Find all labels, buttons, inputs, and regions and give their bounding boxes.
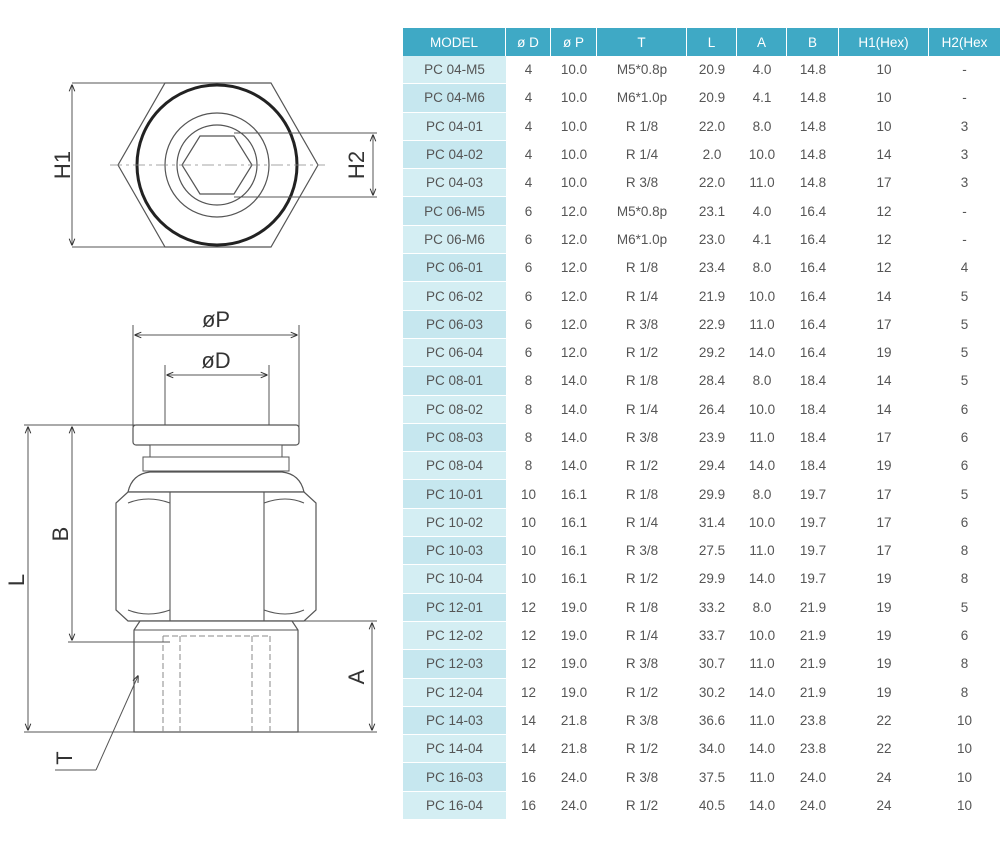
column-header-a: A bbox=[737, 28, 787, 56]
cell-model: PC 06-04 bbox=[403, 339, 506, 367]
cell-model: PC 10-03 bbox=[403, 537, 506, 565]
cell-p: 10.0 bbox=[551, 56, 597, 84]
cell-p: 14.0 bbox=[551, 396, 597, 424]
cell-l: 27.5 bbox=[687, 537, 737, 565]
cell-d: 14 bbox=[506, 735, 551, 763]
cell-h2: 10 bbox=[929, 792, 1000, 820]
cell-model: PC 04-01 bbox=[403, 113, 506, 141]
cell-p: 10.0 bbox=[551, 141, 597, 169]
cell-p: 24.0 bbox=[551, 792, 597, 820]
cell-model: PC 12-01 bbox=[403, 594, 506, 622]
cell-model: PC 12-03 bbox=[403, 650, 506, 678]
cell-a: 11.0 bbox=[737, 763, 787, 791]
cell-model: PC 04-M6 bbox=[403, 84, 506, 112]
cell-b: 19.7 bbox=[787, 509, 839, 537]
table-row bbox=[403, 424, 1000, 452]
cell-t: M5*0.8p bbox=[597, 197, 687, 225]
cell-h1: 17 bbox=[839, 480, 929, 508]
cell-l: 37.5 bbox=[687, 763, 737, 791]
cell-t: R 3/8 bbox=[597, 424, 687, 452]
cell-t: R 1/2 bbox=[597, 735, 687, 763]
cell-l: 20.9 bbox=[687, 84, 737, 112]
table-row bbox=[403, 226, 1000, 254]
cell-h2: 6 bbox=[929, 396, 1000, 424]
cell-d: 10 bbox=[506, 537, 551, 565]
cell-d: 12 bbox=[506, 622, 551, 650]
cell-h2: 8 bbox=[929, 565, 1000, 593]
table-row bbox=[403, 679, 1000, 707]
cell-h2: 6 bbox=[929, 424, 1000, 452]
table-row bbox=[403, 339, 1000, 367]
cell-d: 16 bbox=[506, 763, 551, 791]
table-row bbox=[403, 707, 1000, 735]
table-row bbox=[403, 113, 1000, 141]
cell-a: 11.0 bbox=[737, 169, 787, 197]
cell-l: 23.4 bbox=[687, 254, 737, 282]
cell-d: 10 bbox=[506, 480, 551, 508]
cell-model: PC 08-02 bbox=[403, 396, 506, 424]
cell-h2: 5 bbox=[929, 480, 1000, 508]
cell-h1: 22 bbox=[839, 707, 929, 735]
cell-l: 23.1 bbox=[687, 197, 737, 225]
cell-p: 14.0 bbox=[551, 452, 597, 480]
cell-model: PC 14-03 bbox=[403, 707, 506, 735]
cell-l: 29.9 bbox=[687, 480, 737, 508]
cell-l: 31.4 bbox=[687, 509, 737, 537]
cell-model: PC 08-01 bbox=[403, 367, 506, 395]
cell-model: PC 06-M5 bbox=[403, 197, 506, 225]
cell-l: 28.4 bbox=[687, 367, 737, 395]
cell-h2: 3 bbox=[929, 141, 1000, 169]
cell-d: 14 bbox=[506, 707, 551, 735]
cell-a: 10.0 bbox=[737, 622, 787, 650]
cell-h2: 5 bbox=[929, 594, 1000, 622]
cell-h1: 14 bbox=[839, 396, 929, 424]
cell-b: 14.8 bbox=[787, 84, 839, 112]
table-header-row bbox=[403, 28, 1000, 56]
p-diameter-label: øP bbox=[201, 307, 231, 332]
cell-model: PC 10-01 bbox=[403, 480, 506, 508]
cell-l: 23.0 bbox=[687, 226, 737, 254]
table-body bbox=[403, 56, 1000, 820]
cell-p: 10.0 bbox=[551, 113, 597, 141]
cell-l: 29.2 bbox=[687, 339, 737, 367]
cell-h2: 6 bbox=[929, 622, 1000, 650]
cell-h1: 22 bbox=[839, 735, 929, 763]
cell-a: 8.0 bbox=[737, 254, 787, 282]
cell-h1: 17 bbox=[839, 169, 929, 197]
table-row bbox=[403, 282, 1000, 310]
cell-b: 18.4 bbox=[787, 396, 839, 424]
cell-l: 20.9 bbox=[687, 56, 737, 84]
cell-h1: 17 bbox=[839, 424, 929, 452]
cell-h2: - bbox=[929, 226, 1000, 254]
cell-t: R 1/4 bbox=[597, 622, 687, 650]
cell-t: R 1/4 bbox=[597, 282, 687, 310]
cell-model: PC 10-04 bbox=[403, 565, 506, 593]
cell-d: 6 bbox=[506, 254, 551, 282]
cell-model: PC 06-M6 bbox=[403, 226, 506, 254]
cell-l: 33.2 bbox=[687, 594, 737, 622]
cell-t: R 3/8 bbox=[597, 707, 687, 735]
cell-h1: 19 bbox=[839, 679, 929, 707]
table-row bbox=[403, 594, 1000, 622]
cell-h2: 8 bbox=[929, 679, 1000, 707]
cell-model: PC 08-03 bbox=[403, 424, 506, 452]
cell-h1: 24 bbox=[839, 792, 929, 820]
column-header-l: L bbox=[687, 28, 737, 56]
cell-p: 19.0 bbox=[551, 594, 597, 622]
cell-model: PC 06-03 bbox=[403, 311, 506, 339]
cell-a: 4.1 bbox=[737, 84, 787, 112]
cell-a: 11.0 bbox=[737, 650, 787, 678]
cell-p: 12.0 bbox=[551, 282, 597, 310]
cell-d: 4 bbox=[506, 113, 551, 141]
cell-l: 29.9 bbox=[687, 565, 737, 593]
table-row bbox=[403, 480, 1000, 508]
cell-h1: 14 bbox=[839, 141, 929, 169]
cell-p: 14.0 bbox=[551, 424, 597, 452]
cell-p: 19.0 bbox=[551, 622, 597, 650]
cell-p: 24.0 bbox=[551, 763, 597, 791]
cell-d: 6 bbox=[506, 311, 551, 339]
cell-b: 21.9 bbox=[787, 679, 839, 707]
cell-a: 11.0 bbox=[737, 707, 787, 735]
cell-p: 10.0 bbox=[551, 169, 597, 197]
cell-h1: 17 bbox=[839, 311, 929, 339]
cell-t: R 1/8 bbox=[597, 254, 687, 282]
cell-h2: 5 bbox=[929, 339, 1000, 367]
cell-d: 6 bbox=[506, 339, 551, 367]
cell-t: R 3/8 bbox=[597, 650, 687, 678]
table-row bbox=[403, 792, 1000, 820]
column-header-t: T bbox=[597, 28, 687, 56]
cell-b: 18.4 bbox=[787, 424, 839, 452]
cell-t: R 1/4 bbox=[597, 509, 687, 537]
cell-p: 16.1 bbox=[551, 565, 597, 593]
cell-b: 21.9 bbox=[787, 622, 839, 650]
cell-l: 36.6 bbox=[687, 707, 737, 735]
cell-model: PC 12-04 bbox=[403, 679, 506, 707]
cell-b: 24.0 bbox=[787, 792, 839, 820]
cell-h2: 10 bbox=[929, 763, 1000, 791]
cell-t: R 3/8 bbox=[597, 311, 687, 339]
table-row bbox=[403, 367, 1000, 395]
cell-d: 4 bbox=[506, 56, 551, 84]
cell-h1: 12 bbox=[839, 197, 929, 225]
cell-h2: 10 bbox=[929, 707, 1000, 735]
cell-t: R 1/2 bbox=[597, 339, 687, 367]
cell-p: 12.0 bbox=[551, 197, 597, 225]
cell-p: 12.0 bbox=[551, 226, 597, 254]
cell-a: 8.0 bbox=[737, 594, 787, 622]
table-row bbox=[403, 396, 1000, 424]
cell-model: PC 08-04 bbox=[403, 452, 506, 480]
cell-b: 18.4 bbox=[787, 367, 839, 395]
l-label: L bbox=[4, 573, 29, 587]
cell-l: 22.9 bbox=[687, 311, 737, 339]
cell-h1: 12 bbox=[839, 254, 929, 282]
table-row bbox=[403, 735, 1000, 763]
cell-l: 22.0 bbox=[687, 169, 737, 197]
cell-h2: 5 bbox=[929, 282, 1000, 310]
cell-d: 12 bbox=[506, 594, 551, 622]
cell-b: 14.8 bbox=[787, 169, 839, 197]
table-row bbox=[403, 254, 1000, 282]
cell-d: 8 bbox=[506, 424, 551, 452]
cell-t: R 1/8 bbox=[597, 367, 687, 395]
table-row bbox=[403, 650, 1000, 678]
table-row bbox=[403, 763, 1000, 791]
cell-p: 16.1 bbox=[551, 509, 597, 537]
cell-d: 6 bbox=[506, 226, 551, 254]
cell-d: 10 bbox=[506, 509, 551, 537]
cell-h2: 5 bbox=[929, 311, 1000, 339]
cell-a: 14.0 bbox=[737, 565, 787, 593]
cell-a: 14.0 bbox=[737, 452, 787, 480]
cell-a: 4.0 bbox=[737, 197, 787, 225]
cell-h1: 19 bbox=[839, 594, 929, 622]
cell-t: R 1/2 bbox=[597, 679, 687, 707]
cell-h1: 19 bbox=[839, 650, 929, 678]
cell-l: 30.2 bbox=[687, 679, 737, 707]
cell-h1: 17 bbox=[839, 537, 929, 565]
cell-model: PC 16-03 bbox=[403, 763, 506, 791]
table-row bbox=[403, 197, 1000, 225]
table-row bbox=[403, 169, 1000, 197]
cell-h1: 19 bbox=[839, 452, 929, 480]
cell-t: M6*1.0p bbox=[597, 226, 687, 254]
cell-a: 14.0 bbox=[737, 679, 787, 707]
cell-h2: 8 bbox=[929, 537, 1000, 565]
cell-b: 19.7 bbox=[787, 565, 839, 593]
cell-a: 4.0 bbox=[737, 56, 787, 84]
cell-t: R 3/8 bbox=[597, 169, 687, 197]
table-row bbox=[403, 452, 1000, 480]
cell-p: 12.0 bbox=[551, 254, 597, 282]
cell-t: R 1/2 bbox=[597, 792, 687, 820]
t-leader-line bbox=[96, 676, 138, 770]
cell-h1: 10 bbox=[839, 84, 929, 112]
table-row bbox=[403, 84, 1000, 112]
cell-t: M5*0.8p bbox=[597, 56, 687, 84]
cell-d: 8 bbox=[506, 367, 551, 395]
cell-p: 19.0 bbox=[551, 679, 597, 707]
cell-a: 4.1 bbox=[737, 226, 787, 254]
cell-b: 16.4 bbox=[787, 254, 839, 282]
cell-model: PC 04-03 bbox=[403, 169, 506, 197]
cell-h2: - bbox=[929, 197, 1000, 225]
h2-label: H2 bbox=[344, 150, 369, 180]
cell-d: 4 bbox=[506, 169, 551, 197]
cell-p: 19.0 bbox=[551, 650, 597, 678]
cell-b: 14.8 bbox=[787, 141, 839, 169]
cell-d: 8 bbox=[506, 396, 551, 424]
cell-a: 10.0 bbox=[737, 509, 787, 537]
cell-l: 34.0 bbox=[687, 735, 737, 763]
cell-l: 30.7 bbox=[687, 650, 737, 678]
cell-t: R 1/2 bbox=[597, 565, 687, 593]
cell-b: 16.4 bbox=[787, 311, 839, 339]
cell-h2: 6 bbox=[929, 509, 1000, 537]
cell-h1: 19 bbox=[839, 339, 929, 367]
cell-l: 40.5 bbox=[687, 792, 737, 820]
cell-model: PC 16-04 bbox=[403, 792, 506, 820]
column-header-h2: H2(Hex bbox=[929, 28, 1000, 56]
cell-d: 12 bbox=[506, 650, 551, 678]
cell-b: 16.4 bbox=[787, 339, 839, 367]
table-row bbox=[403, 537, 1000, 565]
cell-p: 12.0 bbox=[551, 311, 597, 339]
cell-a: 14.0 bbox=[737, 339, 787, 367]
cell-t: R 3/8 bbox=[597, 763, 687, 791]
cell-h1: 19 bbox=[839, 565, 929, 593]
top-view-drawing bbox=[50, 83, 377, 247]
cell-d: 6 bbox=[506, 282, 551, 310]
cell-b: 16.4 bbox=[787, 197, 839, 225]
cell-a: 14.0 bbox=[737, 735, 787, 763]
cell-h1: 10 bbox=[839, 113, 929, 141]
cell-a: 10.0 bbox=[737, 396, 787, 424]
cell-a: 10.0 bbox=[737, 141, 787, 169]
cell-h2: 6 bbox=[929, 452, 1000, 480]
cell-l: 2.0 bbox=[687, 141, 737, 169]
table-row bbox=[403, 311, 1000, 339]
cell-p: 21.8 bbox=[551, 735, 597, 763]
cell-model: PC 06-01 bbox=[403, 254, 506, 282]
cell-t: R 1/8 bbox=[597, 113, 687, 141]
cell-t: R 1/4 bbox=[597, 396, 687, 424]
cell-d: 16 bbox=[506, 792, 551, 820]
cell-d: 4 bbox=[506, 84, 551, 112]
cell-b: 18.4 bbox=[787, 452, 839, 480]
cell-h2: - bbox=[929, 84, 1000, 112]
cell-a: 8.0 bbox=[737, 113, 787, 141]
cell-a: 11.0 bbox=[737, 537, 787, 565]
cell-p: 12.0 bbox=[551, 339, 597, 367]
fitting-technical-drawing bbox=[0, 0, 400, 841]
cell-a: 8.0 bbox=[737, 480, 787, 508]
cell-model: PC 10-02 bbox=[403, 509, 506, 537]
cell-b: 16.4 bbox=[787, 282, 839, 310]
a-label: A bbox=[344, 669, 369, 685]
column-header-p: ø P bbox=[551, 28, 597, 56]
cell-b: 23.8 bbox=[787, 735, 839, 763]
specification-table bbox=[403, 28, 1000, 820]
cell-model: PC 04-02 bbox=[403, 141, 506, 169]
cell-l: 22.0 bbox=[687, 113, 737, 141]
cell-h2: - bbox=[929, 56, 1000, 84]
cell-h2: 5 bbox=[929, 367, 1000, 395]
d-diameter-label: øD bbox=[201, 348, 231, 373]
cell-a: 11.0 bbox=[737, 311, 787, 339]
cell-h1: 14 bbox=[839, 282, 929, 310]
cell-h1: 10 bbox=[839, 56, 929, 84]
cell-a: 11.0 bbox=[737, 424, 787, 452]
cell-p: 16.1 bbox=[551, 480, 597, 508]
column-header-h1: H1(Hex) bbox=[839, 28, 929, 56]
table-row bbox=[403, 509, 1000, 537]
cell-h2: 8 bbox=[929, 650, 1000, 678]
cell-d: 6 bbox=[506, 197, 551, 225]
cell-h1: 14 bbox=[839, 367, 929, 395]
cell-h1: 19 bbox=[839, 622, 929, 650]
cell-a: 10.0 bbox=[737, 282, 787, 310]
column-header-model: MODEL bbox=[403, 28, 506, 56]
cell-l: 21.9 bbox=[687, 282, 737, 310]
cell-d: 12 bbox=[506, 679, 551, 707]
column-header-b: B bbox=[787, 28, 839, 56]
cell-d: 10 bbox=[506, 565, 551, 593]
column-header-d: ø D bbox=[506, 28, 551, 56]
cell-b: 14.8 bbox=[787, 113, 839, 141]
cell-p: 10.0 bbox=[551, 84, 597, 112]
side-view-drawing bbox=[4, 307, 377, 770]
cell-b: 19.7 bbox=[787, 537, 839, 565]
cell-h1: 12 bbox=[839, 226, 929, 254]
cell-b: 21.9 bbox=[787, 650, 839, 678]
cell-h2: 10 bbox=[929, 735, 1000, 763]
cell-d: 4 bbox=[506, 141, 551, 169]
cell-model: PC 06-02 bbox=[403, 282, 506, 310]
table-row bbox=[403, 622, 1000, 650]
cell-b: 14.8 bbox=[787, 56, 839, 84]
cell-l: 33.7 bbox=[687, 622, 737, 650]
cell-b: 16.4 bbox=[787, 226, 839, 254]
cell-h1: 24 bbox=[839, 763, 929, 791]
cell-model: PC 04-M5 bbox=[403, 56, 506, 84]
cell-t: R 1/8 bbox=[597, 480, 687, 508]
cell-d: 8 bbox=[506, 452, 551, 480]
cell-l: 29.4 bbox=[687, 452, 737, 480]
table-row bbox=[403, 141, 1000, 169]
cell-a: 8.0 bbox=[737, 367, 787, 395]
cell-b: 19.7 bbox=[787, 480, 839, 508]
cell-b: 23.8 bbox=[787, 707, 839, 735]
cell-h2: 4 bbox=[929, 254, 1000, 282]
cell-h2: 3 bbox=[929, 113, 1000, 141]
h1-label: H1 bbox=[50, 150, 75, 180]
cell-p: 14.0 bbox=[551, 367, 597, 395]
cell-h2: 3 bbox=[929, 169, 1000, 197]
table-row bbox=[403, 565, 1000, 593]
cell-model: PC 12-02 bbox=[403, 622, 506, 650]
cell-b: 24.0 bbox=[787, 763, 839, 791]
cell-l: 26.4 bbox=[687, 396, 737, 424]
cell-t: R 1/8 bbox=[597, 594, 687, 622]
cell-t: M6*1.0p bbox=[597, 84, 687, 112]
cell-t: R 1/4 bbox=[597, 141, 687, 169]
cell-p: 21.8 bbox=[551, 707, 597, 735]
t-label: T bbox=[52, 751, 77, 765]
cell-t: R 3/8 bbox=[597, 537, 687, 565]
table-row bbox=[403, 56, 1000, 84]
cell-a: 14.0 bbox=[737, 792, 787, 820]
cell-model: PC 14-04 bbox=[403, 735, 506, 763]
b-label: B bbox=[48, 526, 73, 542]
cell-h1: 17 bbox=[839, 509, 929, 537]
cell-t: R 1/2 bbox=[597, 452, 687, 480]
cell-p: 16.1 bbox=[551, 537, 597, 565]
cell-b: 21.9 bbox=[787, 594, 839, 622]
cell-l: 23.9 bbox=[687, 424, 737, 452]
